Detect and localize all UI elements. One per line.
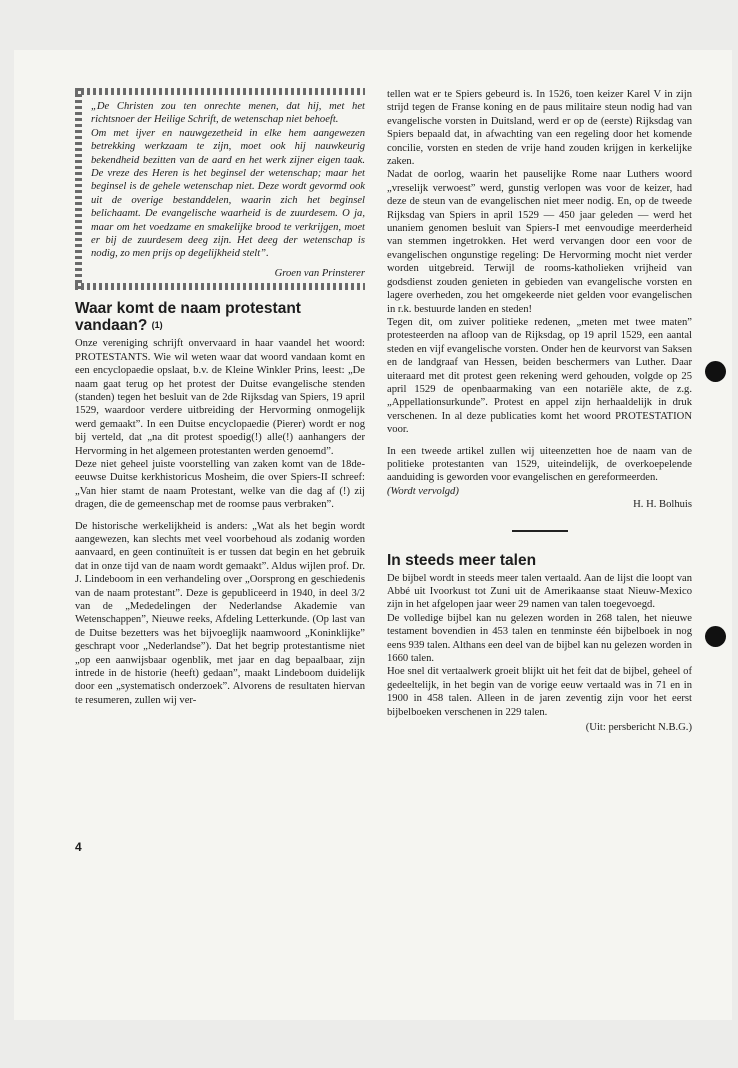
- quote-border-left: [75, 88, 82, 290]
- footnote-ref: (1): [151, 320, 163, 331]
- paragraph: Hoe snel dit vertaalwerk groeit blijkt uit het feit dat de bijbel, geheel of gedeeltelijk, in het begin van de vorige eeuw vertaald was in 71 en in 1900 in 458 talen. Alleen in de jaren zeventig zijn voor het eerst bijbelboeken verschenen in 229 talen.: [387, 666, 692, 718]
- right-column: [387, 88, 692, 734]
- article-author: H. H. Bolhuis: [633, 499, 692, 511]
- paragraph: Onze vereniging schrijft onvervaard in haar vaandel het woord: PROTESTANTS. Wie wil weten waar dat woord vandaan komt en een encyclopaedie opslaat, b.v. de Kleine Winkler Prins, leest: „De naam gaat terug op het protest der Duitse evangelische stenden (standen) tegen het besluit van de 2de Rijksdag van Spiers, 19 april 1529, waardoor verdere uitbreiding der Hervorming onmogelijk werd gemaakt”. In een Duitse encyclopaedie (Pierer) wordt er nog bij verteld, dat „na dit protest spoedig(!) alle(!) aanhangers der Hervorming in het algemeen protestanten werden genoemd”.: [75, 338, 365, 457]
- left-column: [75, 88, 365, 707]
- quote-author: Groen van Prinsterer: [274, 267, 365, 279]
- paragraph: De historische werkelijkheid is anders: „Wat als het begin wordt aangewezen, kan slechts met veel voorbehoud als zodanig worden aanvaard, en geen continuïteit is er tussen dat begin en het gebruik dat in onze tijd van de naam wordt gemaakt”. Aldus wijlen prof. Dr. J. Lindeboom in een verhandeling over „Oorsprong en geschiedenis van de naam protestant”. Deze is gepubliceerd in 1940, in deel 3/2 van de „Mededelingen der Nederlandse Akademie van Wetenschappen”, Nieuwe reeks, Afdeling Letterkunde. (Op last van de Duitse bezetters was het bijvoeglijk naamwoord „Koninklijke” geschrapt voor „Nederlandse”). Dat het begrip protestantisme niet „op een aanwijsbaar ogenblik, met jaar en dag bepaalbaar, zijn intrede in de historie (heeft) gedaan”, maakt Lindeboom duidelijk door een „systematisch onderzoek”. Alvorens de resultaten hiervan te resumeren, zullen wij ver-: [75, 520, 365, 706]
- quote-border-top: [75, 88, 365, 95]
- paragraph: Nadat de oorlog, waarin het pauselijke Rome naar Luthers woord „vreselijk verwoest” werd, gunstig verlopen was voor de keizer, had deze de steun van de evangelischen niet meer nodig. En, op de tweede Rijksdag van Spiers in april 1529 — 450 jaar geleden — werd het unaniem genomen besluit van Spiers-I met eenvoudige meerderheid van stemmen ingetrokken. Het werd vervangen door een voor de evangelischen ongunstige regeling: De Hervorming mocht niet verder worden uitgebreid. Terwijl de rooms-katholieken vrijheid van godsdienst zouden genieten in gebieden van evangelische vorsten en lagere overheden, zou het omgekeerde niet gelden voor evangelischen in r.k. bestuurde landen en steden!: [387, 169, 692, 315]
- paragraph: tellen wat er te Spiers gebeurd is. In 1526, toen keizer Karel V in zijn strijd tegen de Franse koning en de paus militaire steun nodig had van evangelische vorsten in Duitsland, werd er op de (eerste) Rijksdag van Spiers bepaald dat, in afwachting van een regeling door het komende concilie, vorsten en steden de vrije hand zouden krijgen in kerkelijke zaken.: [387, 89, 692, 168]
- quote-paragraph: Om met ijver en nauwgezetheid in elke hem aangewezen betrekking werkzaam te zijn, moet ook hij nauwkeurig bekendheid bezitten van de aard en het werk zijner eigen taak. De vreze des Heren is het beginsel der wetenschap; maar het beginsel is de gehele wetenschap niet. Deze wordt gevormd ook uit de overige bestanddelen, waarin zich het beginsel belichaamt. De evangelische waarheid is de zuurdesem. O ja, maar om het voedzame en smakelijke brood te verkrijgen, moet er bij de zuurdesem deeg zijn. Het deeg der wetenschap is nodig, zo men prijs op degelijkheid stelt”.: [91, 127, 365, 260]
- paragraph: De bijbel wordt in steeds meer talen vertaald. Aan de lijst die loopt van Abbé uit Ivoorkust tot Zuni uit de Amerikaanse staat Nieuw-Mexico zijn in het afgelopen jaar weer 29 namen van talen toegevoegd.: [387, 572, 692, 611]
- section-divider: [512, 530, 568, 532]
- continued-note: (Wordt vervolgd): [387, 485, 459, 497]
- paragraph: De volledige bijbel kan nu gelezen worden in 268 talen, het nieuwe testament bovendien in 453 talen en tenminste één bijbelboek in nog eens 939 talen. Althans een deel van de bijbel kan nu gelezen worden in 1660 talen.: [387, 612, 692, 665]
- page-number: 4: [75, 840, 82, 854]
- quote-paragraph: „De Christen zou ten onrechte menen, dat hij, met het richtsnoer der Heilige Schrift, de wetenschap niet behoeft.: [91, 101, 365, 126]
- punch-hole: [705, 361, 726, 382]
- quote-box: [75, 88, 365, 290]
- paragraph: In een tweede artikel zullen wij uiteenzetten hoe de naam van de politieke protestanten van 1529, uiteindelijk, de overkoepelende aanduiding is geworden voor evangelischen en gereformeerden.: [387, 445, 692, 484]
- article-source: (Uit: persbericht N.B.G.): [585, 722, 692, 734]
- quote-border-bottom: [75, 283, 365, 290]
- article-title: [75, 300, 365, 334]
- punch-hole: [705, 626, 726, 647]
- article-title-2: In steeds meer talen: [387, 551, 537, 569]
- paragraph: Deze niet geheel juiste voorstelling van zaken komt van de 18de-eeuwse Duitse kerkhistoricus Mosheim, die over Spiers-II schreef: „Van hier stamt de naam Protestant, welke van die dag af (!) zij dragen, die de gemeenschap met de roomse paus verbraken”.: [75, 458, 365, 511]
- paragraph: Tegen dit, om zuiver politieke redenen, „meten met twee maten” protesteerden na afloop van de Rijksdag, op 19 april 1529, een aantal steden en vijf evangelische vorsten. Onder hen de keurvorst van Saksen en de landgraaf van Hessen, beiden beschermers van Luther. Daar uiteraard met dit protest geen rekening werd gehouden, volgde op 25 april 1529 de openbaarmaking van een notariële akte, de z.g. „Appellationsurkunde”. Protest en appel zijn herhaaldelijk in druk verschenen. In al deze publicaties komt het woord PROTESTATION voor.: [387, 316, 692, 436]
- article-title-text: Waar komt de naam protestant vandaan?: [75, 300, 301, 335]
